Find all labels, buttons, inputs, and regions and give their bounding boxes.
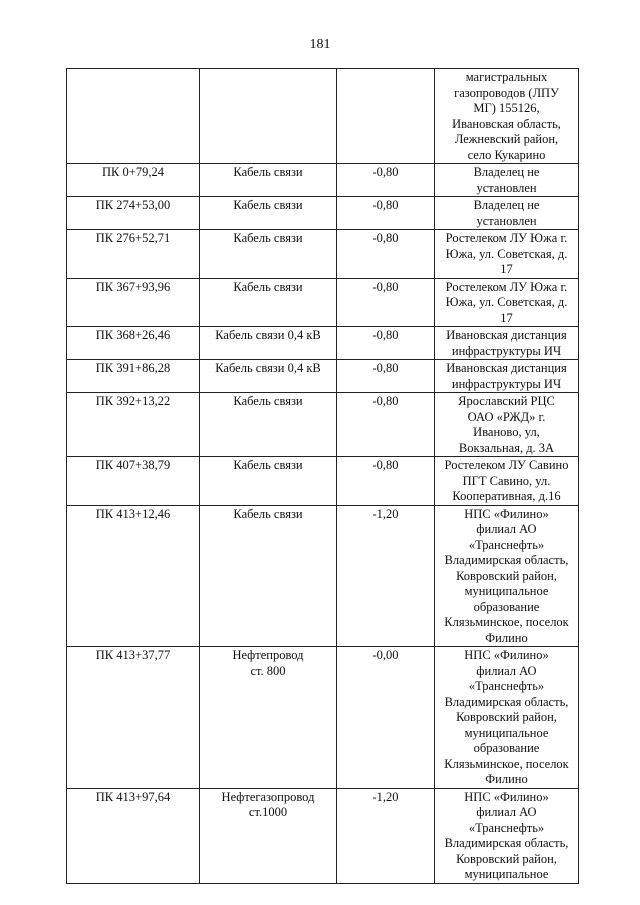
page-number: 181 (309, 37, 331, 52)
cell-depth: -0,80 (337, 278, 435, 327)
cell-pk: ПК 368+26,46 (67, 327, 200, 360)
cell-pk: ПК 276+52,71 (67, 230, 200, 279)
cell-owner: Владелец не установлен (435, 164, 579, 197)
cell-depth: -0,00 (337, 647, 435, 789)
table-row (67, 505, 579, 647)
cell-name: Кабель связи (200, 457, 337, 506)
cell-name: Кабель связи (200, 230, 337, 279)
cell-pk: ПК 391+86,28 (67, 360, 200, 393)
cell-pk: ПК 367+93,96 (67, 278, 200, 327)
cell-name (200, 69, 337, 164)
cell-owner: НПС «Филино» филиал АО «Транснефть» Владимирская область, Ковровский район, муниципальное образование Клязьминское, поселок Филино (435, 647, 579, 789)
table-row (67, 457, 579, 506)
cell-depth: -0,80 (337, 393, 435, 457)
cell-pk: ПК 413+37,77 (67, 647, 200, 789)
cell-depth: -0,80 (337, 164, 435, 197)
cell-depth: -0,80 (337, 360, 435, 393)
cell-depth: -1,20 (337, 505, 435, 647)
cell-name: Кабель связи (200, 197, 337, 230)
cell-owner: НПС «Филино» филиал АО «Транснефть» Владимирская область, Ковровский район, муниципальное образование Клязьминское, поселок Филино (435, 505, 579, 647)
table-row (67, 197, 579, 230)
cell-name: Кабель связи (200, 164, 337, 197)
cell-name: Кабель связи (200, 278, 337, 327)
cell-owner: Ивановская дистанция инфраструктуры ИЧ (435, 360, 579, 393)
cell-name: Кабель связи 0,4 кВ (200, 327, 337, 360)
table-row (67, 788, 579, 883)
crossings-table (66, 68, 579, 884)
table-row (67, 647, 579, 789)
table-row (67, 164, 579, 197)
cell-pk (67, 69, 200, 164)
cell-name: Нефтепровод ст. 800 (200, 647, 337, 789)
table-row (67, 230, 579, 279)
cell-owner: Ивановская дистанция инфраструктуры ИЧ (435, 327, 579, 360)
cell-owner: Ростелеком ЛУ Южа г. Южа, ул. Советская, д. 17 (435, 230, 579, 279)
table-row (67, 69, 579, 164)
cell-depth (337, 69, 435, 164)
table-row (67, 278, 579, 327)
cell-pk: ПК 274+53,00 (67, 197, 200, 230)
cell-owner: магистральных газопроводов (ЛПУ МГ) 155126, Ивановская область, Лежневский район, село Кукарино (435, 69, 579, 164)
cell-owner: Владелец не установлен (435, 197, 579, 230)
cell-owner: Ростелеком ЛУ Южа г. Южа, ул. Советская, д. 17 (435, 278, 579, 327)
cell-depth: -1,20 (337, 788, 435, 883)
cell-owner: Ростелеком ЛУ Савино ПГТ Савино, ул. Кооперативная, д.16 (435, 457, 579, 506)
cell-pk: ПК 0+79,24 (67, 164, 200, 197)
cell-pk: ПК 413+12,46 (67, 505, 200, 647)
cell-depth: -0,80 (337, 230, 435, 279)
cell-name: Нефтегазопровод ст.1000 (200, 788, 337, 883)
table-row (67, 393, 579, 457)
cell-pk: ПК 407+38,79 (67, 457, 200, 506)
cell-name: Кабель связи 0,4 кВ (200, 360, 337, 393)
table-row (67, 327, 579, 360)
crossings-table-body (67, 69, 579, 884)
cell-owner: НПС «Филино» филиал АО «Транснефть» Владимирская область, Ковровский район, муниципальное (435, 788, 579, 883)
cell-name: Кабель связи (200, 393, 337, 457)
cell-pk: ПК 413+97,64 (67, 788, 200, 883)
cell-pk: ПК 392+13,22 (67, 393, 200, 457)
cell-owner: Ярославский РЦС ОАО «РЖД» г. Иваново, ул, Вокзальная, д. 3А (435, 393, 579, 457)
cell-depth: -0,80 (337, 197, 435, 230)
cell-name: Кабель связи (200, 505, 337, 647)
cell-depth: -0,80 (337, 457, 435, 506)
table-row (67, 360, 579, 393)
cell-depth: -0,80 (337, 327, 435, 360)
